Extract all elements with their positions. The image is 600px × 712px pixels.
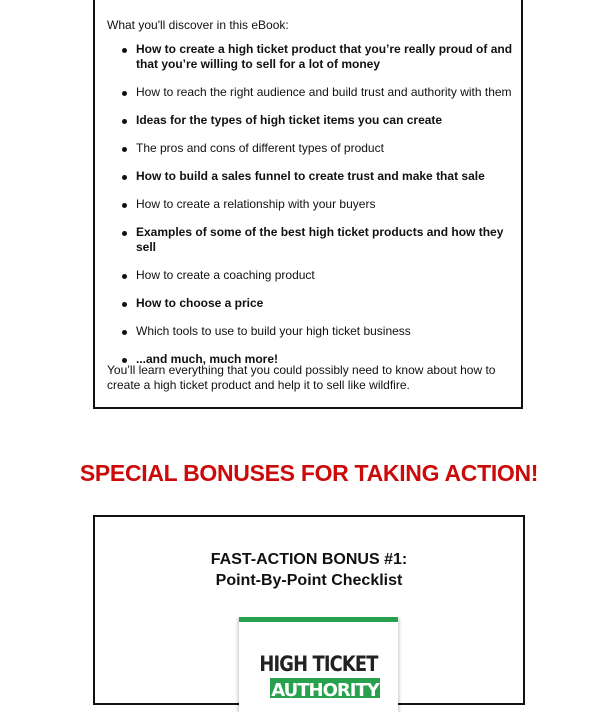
bonus-title-line1: FAST-ACTION BONUS #1: — [210, 551, 408, 568]
list-item — [107, 113, 517, 128]
list-item — [107, 225, 517, 255]
list-item — [107, 324, 517, 339]
feature-text: Ideas for the types of high ticket items you can create — [136, 113, 443, 127]
feature-text: Examples of some of the best high ticket products and how they sell — [136, 225, 504, 254]
bullet-icon — [122, 147, 127, 152]
cover-title-band — [270, 678, 380, 698]
bullet-icon — [122, 330, 127, 335]
list-item — [107, 268, 517, 283]
cover-title-line1: HIGH TICKET — [259, 652, 378, 676]
list-item — [107, 141, 517, 156]
list-item — [107, 296, 517, 311]
bonus-box — [93, 515, 525, 705]
features-outro: You’ll learn everything that you could possibly need to know about how to create a high ticket product and help it to sell like wildfire. — [107, 363, 496, 392]
list-item — [107, 169, 517, 184]
bullet-icon — [122, 119, 127, 124]
feature-text: How to build a sales funnel to create trust and make that sale — [136, 169, 485, 183]
feature-text: How to create a coaching product — [136, 268, 315, 282]
feature-text: How to create a high ticket product that you’re really proud of and that you’re willing to sell for a lot of money — [136, 42, 513, 71]
bonuses-headline: SPECIAL BONUSES FOR TAKING ACTION! — [79, 460, 539, 486]
bullet-icon — [122, 274, 127, 279]
features-list — [107, 42, 517, 380]
features-intro: What you'll discover in this eBook: — [107, 18, 289, 32]
feature-text: ...and much, much more! — [136, 352, 279, 366]
bonus-title — [95, 549, 523, 591]
bonus-title-line2: Point-By-Point Checklist — [215, 572, 403, 589]
bullet-icon — [122, 175, 127, 180]
bullet-icon — [122, 48, 127, 53]
feature-text: Which tools to use to build your high ticket business — [136, 324, 411, 338]
feature-text: The pros and cons of different types of product — [136, 141, 384, 155]
feature-text: How to choose a price — [136, 296, 264, 310]
bullet-icon — [122, 91, 127, 96]
list-item — [107, 42, 517, 72]
list-item — [107, 197, 517, 212]
list-item — [107, 85, 517, 100]
ebook-features-box — [93, 0, 523, 409]
feature-text: How to reach the right audience and build trust and authority with them — [136, 85, 512, 99]
bonus-cover-image — [239, 617, 398, 712]
cover-title-line2: AUTHORITY — [271, 680, 379, 698]
bullet-icon — [122, 231, 127, 236]
feature-text: How to create a relationship with your buyers — [136, 197, 376, 211]
bullet-icon — [122, 203, 127, 208]
bullet-icon — [122, 302, 127, 307]
